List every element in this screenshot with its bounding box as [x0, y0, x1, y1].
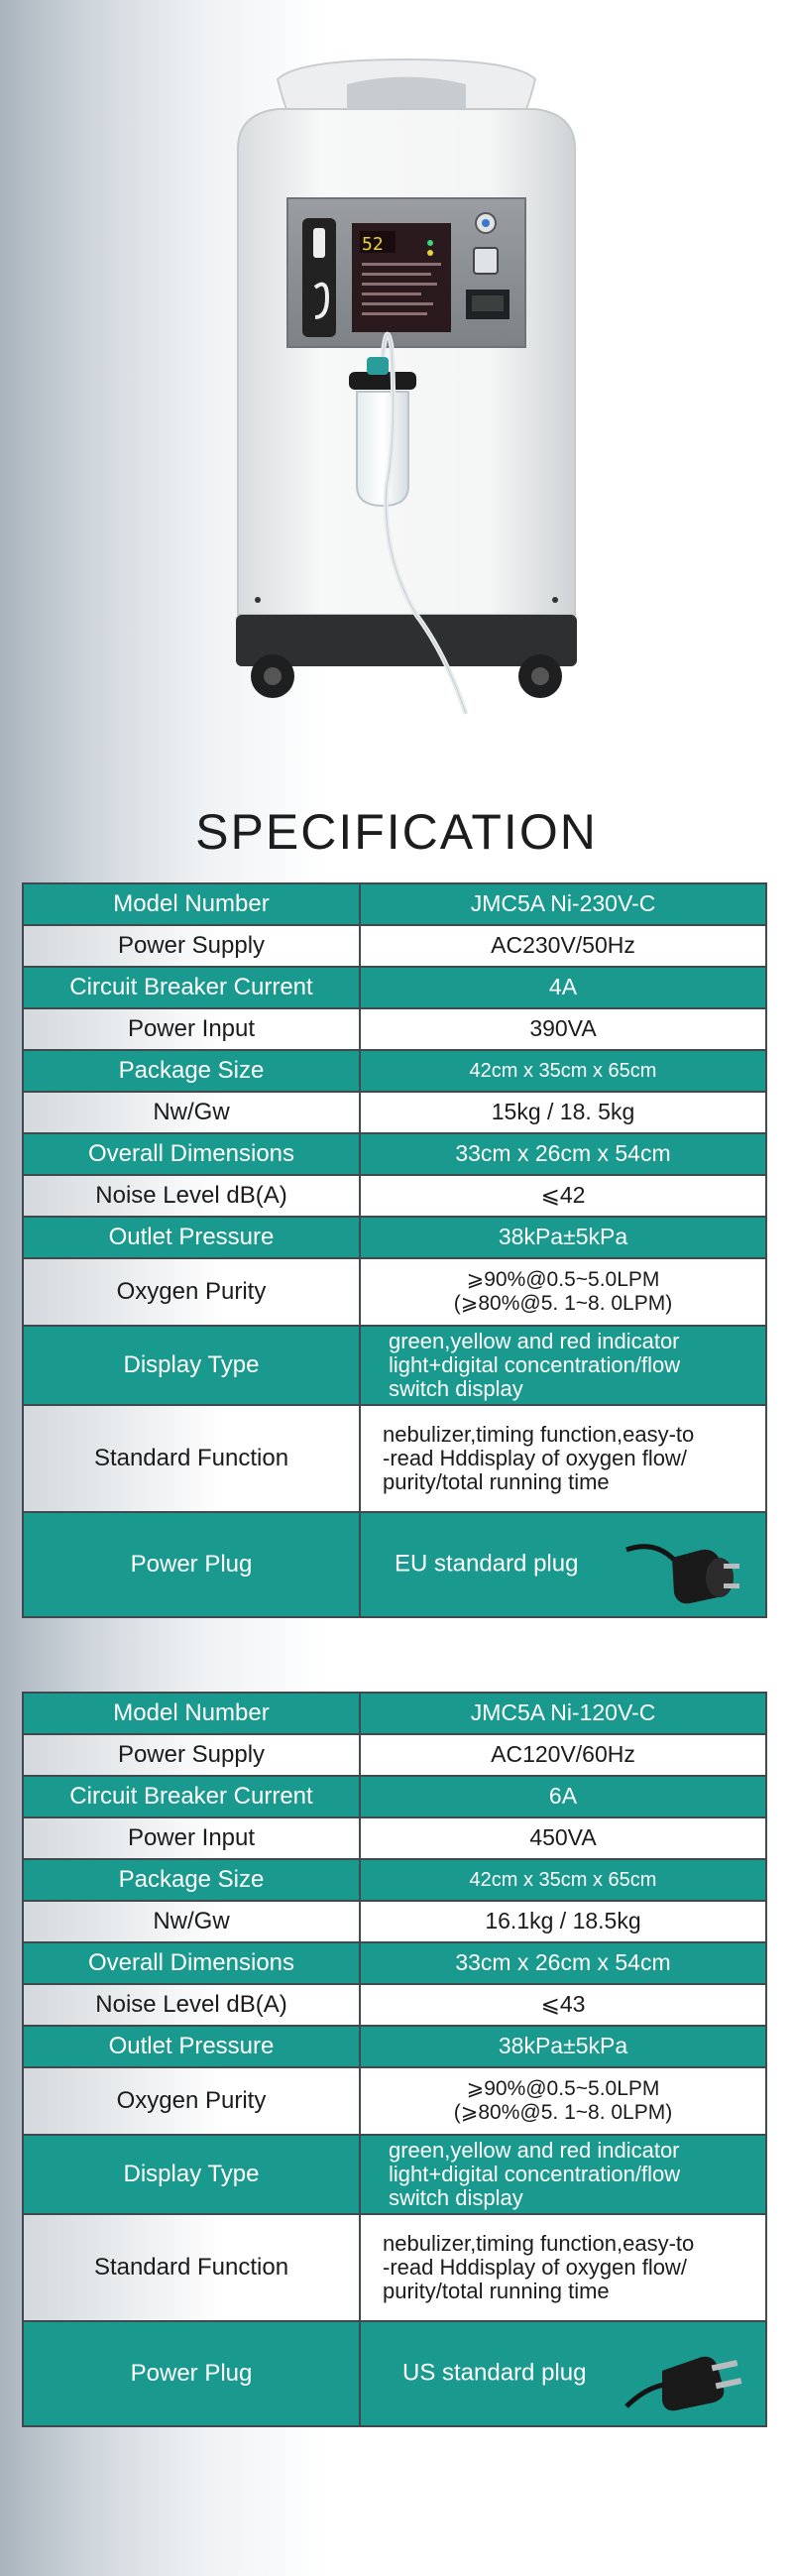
table-row — [23, 2067, 766, 2135]
row-label-power-supply: Power Supply — [23, 1734, 360, 1776]
row-label-package-size: Package Size — [23, 1050, 360, 1092]
table-row — [23, 1405, 766, 1512]
table-row — [23, 1326, 766, 1405]
row-label-nw-gw: Nw/Gw — [23, 1092, 360, 1133]
table-row — [23, 1175, 766, 1217]
table-row — [23, 1217, 766, 1258]
row-label-power-plug: Power Plug — [23, 2321, 360, 2426]
row-value-oxygen-purity — [360, 2067, 766, 2135]
table-row — [23, 2135, 766, 2214]
row-label-power-supply: Power Supply — [23, 925, 360, 967]
us-plug-icon — [624, 2329, 743, 2418]
row-value-standard-function — [360, 1405, 766, 1512]
table-row — [23, 1008, 766, 1050]
row-label-model-number: Model Number — [23, 1693, 360, 1734]
row-value-package-size: 42cm x 35cm x 65cm — [360, 1859, 766, 1901]
row-label-noise-level: Noise Level dB(A) — [23, 1984, 360, 2026]
oxygen-purity-line: (⩾80%@5. 1~8. 0LPM) — [453, 2101, 673, 2124]
row-value-oxygen-purity — [360, 1258, 766, 1326]
oxygen-purity-line: ⩾90%@0.5~5.0LPM — [466, 2077, 660, 2101]
display-type-line: green,yellow and red indicator — [389, 2138, 680, 2164]
display-type-line: switch display — [389, 2184, 523, 2210]
row-label-power-plug: Power Plug — [23, 1512, 360, 1617]
row-label-standard-function: Standard Function — [23, 2214, 360, 2321]
table-row — [23, 1133, 766, 1175]
table-row — [23, 1050, 766, 1092]
row-label-nw-gw: Nw/Gw — [23, 1901, 360, 1942]
row-value-circuit-breaker: 4A — [360, 967, 766, 1008]
row-label-power-input: Power Input — [23, 1008, 360, 1050]
oxygen-purity-line: (⩾80%@5. 1~8. 0LPM) — [453, 1292, 673, 1315]
row-value-power-supply: AC230V/50Hz — [360, 925, 766, 967]
row-value-display-type — [360, 2135, 766, 2214]
row-label-overall-dimensions: Overall Dimensions — [23, 1942, 360, 1984]
row-label-power-input: Power Input — [23, 1817, 360, 1859]
row-value-power-input: 390VA — [360, 1008, 766, 1050]
standard-function-line: purity/total running time — [383, 1468, 610, 1494]
display-readout: 52 — [362, 234, 384, 255]
table-row — [23, 1984, 766, 2026]
plug-type-text: US standard plug — [402, 2359, 587, 2387]
table-row — [23, 883, 766, 925]
row-value-noise-level: ⩽43 — [360, 1984, 766, 2026]
row-value-outlet-pressure: 38kPa±5kPa — [360, 1217, 766, 1258]
table-row — [23, 925, 766, 967]
row-label-package-size: Package Size — [23, 1859, 360, 1901]
table-row — [23, 1734, 766, 1776]
row-label-model-number: Model Number — [23, 883, 360, 925]
table-row — [23, 2214, 766, 2321]
row-label-display-type: Display Type — [23, 2135, 360, 2214]
table-row — [23, 1258, 766, 1326]
table-row — [23, 1942, 766, 1984]
row-label-overall-dimensions: Overall Dimensions — [23, 1133, 360, 1175]
table-row — [23, 967, 766, 1008]
table-row — [23, 1092, 766, 1133]
row-value-power-input: 450VA — [360, 1817, 766, 1859]
eu-plug-icon — [624, 1520, 743, 1609]
row-value-overall-dimensions: 33cm x 26cm x 54cm — [360, 1133, 766, 1175]
spec-table-230v — [22, 882, 767, 1618]
display-type-line: green,yellow and red indicator — [389, 1329, 680, 1354]
row-value-display-type — [360, 1326, 766, 1405]
row-value-model-number: JMC5A Ni-120V-C — [360, 1693, 766, 1734]
row-value-standard-function — [360, 2214, 766, 2321]
standard-function-line: -read Hddisplay of oxygen flow/ — [383, 2255, 687, 2281]
spec-table-120v — [22, 1692, 767, 2427]
row-label-oxygen-purity: Oxygen Purity — [23, 2067, 360, 2135]
row-value-model-number: JMC5A Ni-230V-C — [360, 883, 766, 925]
display-type-line: switch display — [389, 1375, 523, 1401]
page-title: SPECIFICATION — [195, 804, 598, 860]
display-type-line: light+digital concentration/flow — [389, 2162, 681, 2187]
oxygen-concentrator-image — [218, 20, 595, 754]
row-label-outlet-pressure: Outlet Pressure — [23, 1217, 360, 1258]
row-value-outlet-pressure: 38kPa±5kPa — [360, 2026, 766, 2067]
standard-function-line: nebulizer,timing function,easy-to — [383, 1422, 695, 1448]
row-label-noise-level: Noise Level dB(A) — [23, 1175, 360, 1217]
row-value-nw-gw: 16.1kg / 18.5kg — [360, 1901, 766, 1942]
oxygen-purity-line: ⩾90%@0.5~5.0LPM — [466, 1268, 660, 1292]
standard-function-line: purity/total running time — [383, 2278, 610, 2303]
table-row — [23, 1817, 766, 1859]
table-row — [23, 1512, 766, 1617]
row-value-power-supply: AC120V/60Hz — [360, 1734, 766, 1776]
standard-function-line: -read Hddisplay of oxygen flow/ — [383, 1446, 687, 1471]
table-row — [23, 1693, 766, 1734]
row-value-circuit-breaker: 6A — [360, 1776, 766, 1817]
display-type-line: light+digital concentration/flow — [389, 1352, 681, 1378]
row-value-power-plug — [360, 1512, 766, 1617]
row-value-nw-gw: 15kg / 18. 5kg — [360, 1092, 766, 1133]
row-value-power-plug — [360, 2321, 766, 2426]
table-row — [23, 1776, 766, 1817]
row-value-overall-dimensions: 33cm x 26cm x 54cm — [360, 1942, 766, 1984]
table-row — [23, 1901, 766, 1942]
row-label-standard-function: Standard Function — [23, 1405, 360, 1512]
row-label-circuit-breaker: Circuit Breaker Current — [23, 1776, 360, 1817]
table-row — [23, 2321, 766, 2426]
row-label-oxygen-purity: Oxygen Purity — [23, 1258, 360, 1326]
plug-type-text: EU standard plug — [395, 1550, 579, 1578]
table-row — [23, 2026, 766, 2067]
row-value-noise-level: ⩽42 — [360, 1175, 766, 1217]
standard-function-line: nebulizer,timing function,easy-to — [383, 2231, 695, 2257]
row-value-package-size: 42cm x 35cm x 65cm — [360, 1050, 766, 1092]
table-row — [23, 1859, 766, 1901]
row-label-circuit-breaker: Circuit Breaker Current — [23, 967, 360, 1008]
row-label-outlet-pressure: Outlet Pressure — [23, 2026, 360, 2067]
row-label-display-type: Display Type — [23, 1326, 360, 1405]
